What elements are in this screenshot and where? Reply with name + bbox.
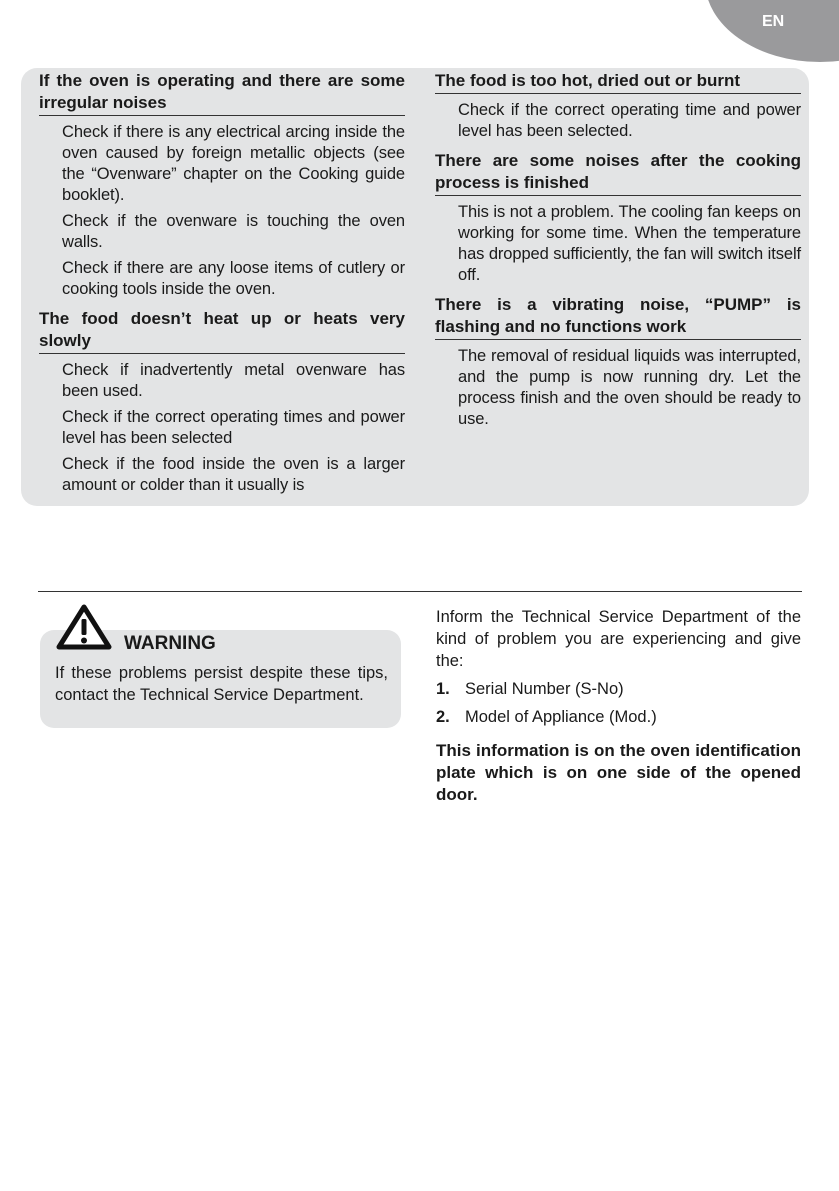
check-item: Check if the correct operating time and power level has been selected. (458, 101, 801, 140)
check-item: Check if there is any electrical arcing inside the oven caused by foreign metallic objects (see the “Ovenware” chapter on the Cooking guide booklet). (62, 123, 405, 204)
section-title: The food doesn’t heat up or heats very slowly (39, 308, 405, 354)
section-noises-after-cooking (435, 150, 801, 286)
language-tab (705, 0, 839, 62)
list-number: 1. (436, 680, 450, 698)
section-title: There is a vibrating noise, “PUMP” is flashing and no functions work (435, 294, 801, 340)
check-item: Check if the correct operating times and power level has been selected (62, 408, 405, 447)
section-pump-flashing (435, 294, 801, 430)
section-food-not-heating (39, 308, 405, 496)
list-number: 2. (436, 708, 450, 726)
service-info (436, 606, 801, 806)
language-label: EN (762, 13, 785, 30)
check-item: The removal of residual liquids was interrupted, and the pump is now running dry. Let the process finish and the oven should be ready to use. (458, 347, 801, 428)
check-item: Check if the food inside the oven is a larger amount or colder than it usually is (62, 455, 405, 494)
section-title: The food is too hot, dried out or burnt (435, 70, 801, 94)
list-item (436, 706, 801, 728)
check-item: Check if inadvertently metal ovenware has been used. (62, 361, 405, 400)
service-intro: Inform the Technical Service Department of the kind of problem you are experiencing and give the: (436, 608, 801, 670)
section-divider (38, 591, 802, 592)
troubleshooting-right-column (435, 70, 801, 438)
list-text: Model of Appliance (Mod.) (465, 708, 657, 726)
section-title: There are some noises after the cooking process is finished (435, 150, 801, 196)
check-item: This is not a problem. The cooling fan keeps on working for some time. When the temperature has dropped sufficiently, the fan will switch itself off. (458, 203, 801, 284)
identification-plate-note: This information is on the oven identification plate which is on one side of the opened door. (436, 741, 801, 804)
section-food-too-hot (435, 70, 801, 142)
section-irregular-noises (39, 70, 405, 300)
warning-title: WARNING (124, 633, 216, 654)
warning-text: If these problems persist despite these tips, contact the Technical Service Department. (55, 664, 388, 704)
troubleshooting-left-column (39, 70, 405, 504)
list-text: Serial Number (S-No) (465, 680, 624, 698)
list-item (436, 678, 801, 700)
check-item: Check if there are any loose items of cutlery or cooking tools inside the oven. (62, 259, 405, 298)
section-title: If the oven is operating and there are some irregular noises (39, 70, 405, 116)
warning-triangle-icon (56, 604, 112, 650)
check-item: Check if the ovenware is touching the oven walls. (62, 212, 405, 251)
